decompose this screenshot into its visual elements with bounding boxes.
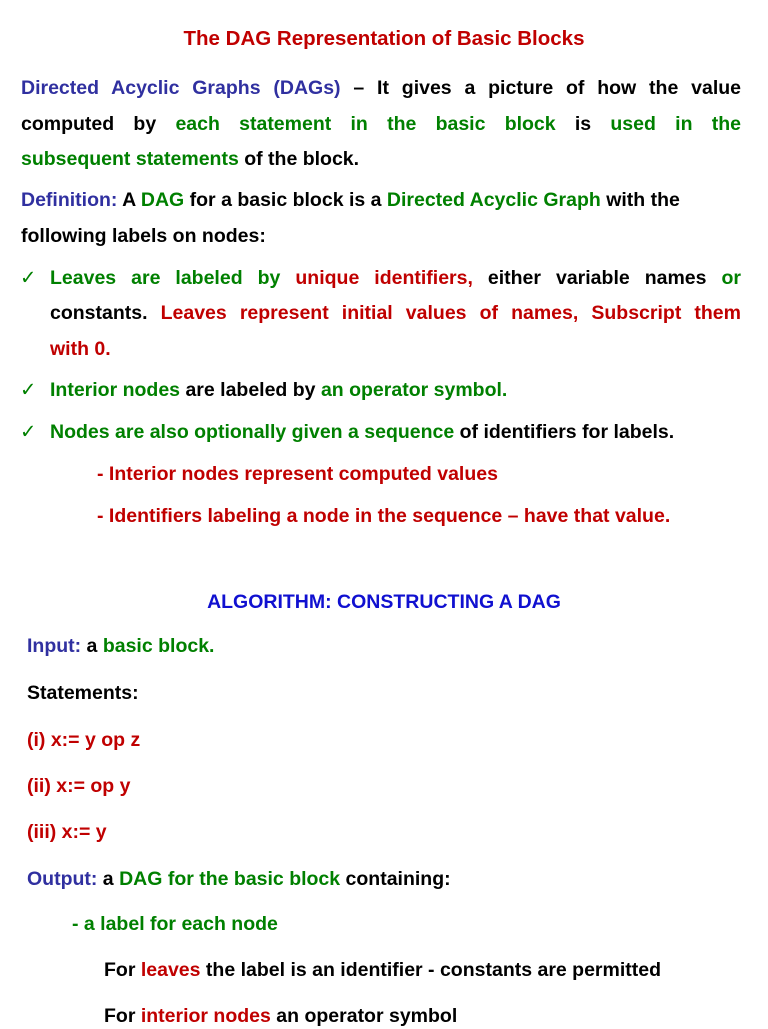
interior-nodes-line: For interior nodes an operator symbol [104,1005,458,1027]
definition-line-2: following labels on nodes: [21,225,266,247]
label-item: - a label for each node [72,913,278,935]
leaves-line: For leaves the label is an identifier - constants are permitted [104,959,662,981]
definition-label: Definition: [21,189,118,211]
bullet-3: Nodes are also optionally given a sequence of identifiers for labels. [50,421,675,443]
output-line: Output: a DAG for the basic block containing: [27,868,451,890]
statement-item: (iii) x:= y [27,821,107,843]
checkmark-icon: ✓ [20,266,37,289]
bullet-1-line-1: Leaves are labeled by unique identifiers, either variable names or [50,267,741,289]
intro-line-3: subsequent statements of the block. [21,148,360,170]
bullet-1-line-2: constants. Leaves represent initial values of names, Subscript them [50,302,741,324]
sub-item-computed: - Interior nodes represent computed values [97,463,498,485]
checkmark-icon: ✓ [20,378,37,401]
sub-item-identifiers: - Identifiers labeling a node in the sequence – have that value. [97,505,671,527]
dags-term: Directed Acyclic Graphs (DAGs) [21,77,341,99]
intro-line-1: Directed Acyclic Graphs (DAGs) – It gives a picture of how the value [21,77,741,99]
page-title: The DAG Representation of Basic Blocks [183,27,585,50]
bullet-2: Interior nodes are labeled by an operator symbol. [50,379,508,401]
statements-label: Statements: [27,682,139,704]
algorithm-heading: ALGORITHM: CONSTRUCTING A DAG [207,591,561,613]
definition-line-1: Definition: A DAG for a basic block is a Directed Acyclic Graph with the [21,189,680,211]
statement-item: (i) x:= y op z [27,729,141,751]
intro-line-2: computed by each statement in the basic block is used in the [21,113,741,135]
input-line: Input: a basic block. [27,635,215,657]
statement-item: (ii) x:= op y [27,775,131,797]
checkmark-icon: ✓ [20,420,37,443]
bullet-1-line-3: with 0. [50,338,111,360]
